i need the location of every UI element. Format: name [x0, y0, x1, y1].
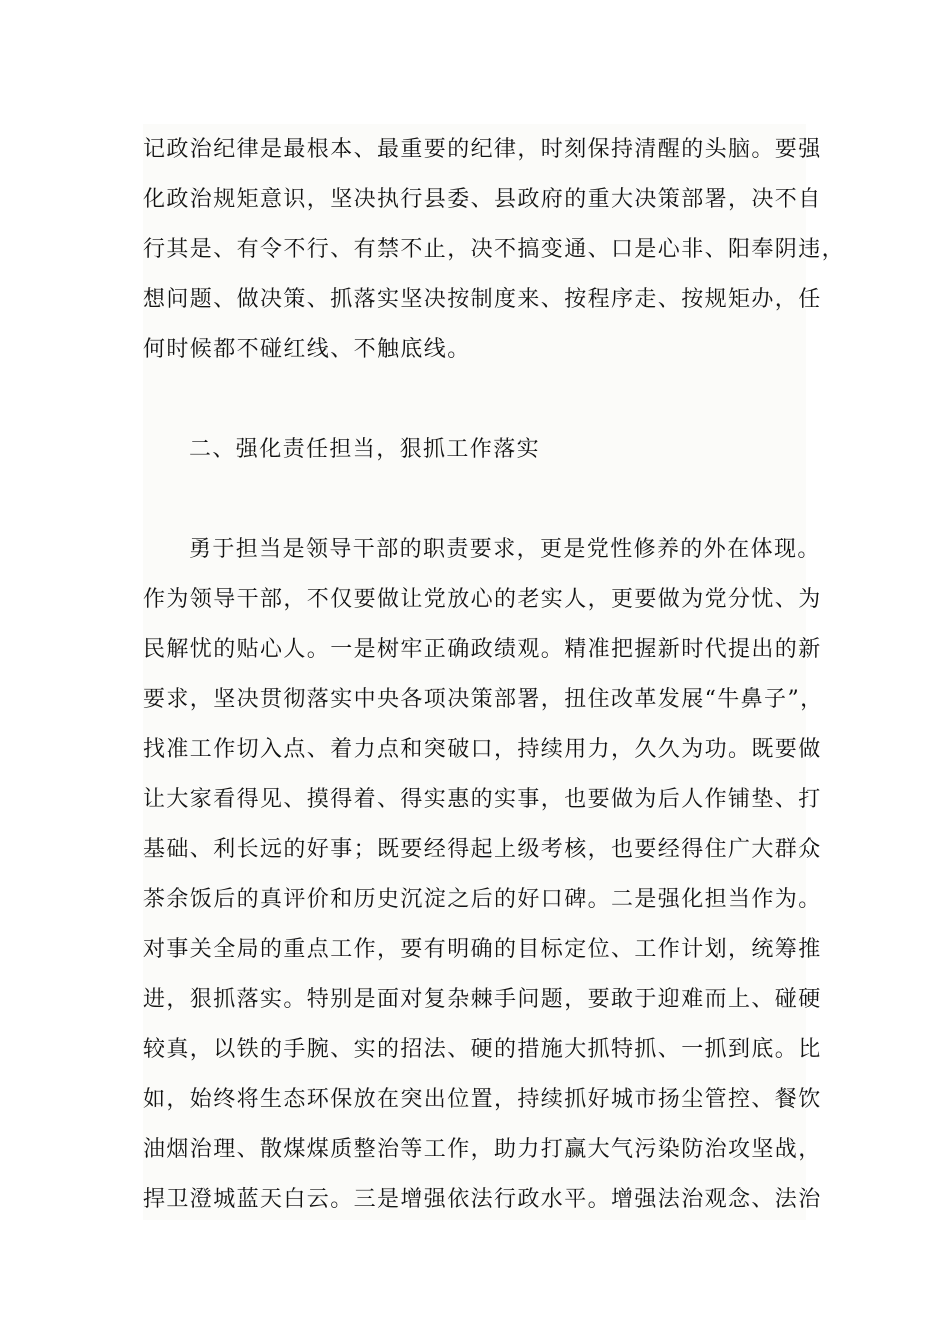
- paragraph-1-line: 记政治纪律是最根本、最重要的纪律，时刻保持清醒的头脑。要强: [143, 137, 822, 162]
- paragraph-2-line: 让大家看得见、摸得着、得实惠的实事，也要做为后人作铺垫、打: [143, 787, 822, 812]
- paragraph-2-line: 油烟治理、散煤煤质整治等工作，助力打赢大气污染防治攻坚战，: [143, 1137, 822, 1162]
- paragraph-2-line: 找准工作切入点、着力点和突破口，持续用力，久久为功。既要做: [143, 737, 822, 762]
- paragraph-2-line: 要求，坚决贯彻落实中央各项决策部署，扭住改革发展“牛鼻子”，: [143, 687, 824, 712]
- paragraph-1-line: 化政治规矩意识，坚决执行县委、县政府的重大决策部署，决不自: [143, 187, 822, 212]
- paragraph-1-line: 何时候都不碰红线、不触底线。: [143, 337, 471, 362]
- paragraph-1-line: 想问题、做决策、抓落实坚决按制度来、按程序走、按规矩办，任: [143, 287, 822, 312]
- paragraph-2-line: 勇于担当是领导干部的职责要求，更是党性修养的外在体现。: [189, 537, 821, 562]
- paragraph-2-line: 茶余饭后的真评价和历史沉淀之后的好口碑。二是强化担当作为。: [143, 887, 822, 912]
- paragraph-2-line: 对事关全局的重点工作，要有明确的目标定位、工作计划，统筹推: [143, 937, 822, 962]
- paragraph-2-line: 作为领导干部，不仅要做让党放心的老实人，更要做为党分忧、为: [143, 587, 822, 612]
- section-heading: 二、强化责任担当，狠抓工作落实: [189, 437, 541, 462]
- paragraph-2-line: 基础、利长远的好事；既要经得起上级考核，也要经得住广大群众: [143, 837, 822, 862]
- paragraph-2-line: 捍卫澄城蓝天白云。三是增强依法行政水平。增强法治观念、法治: [143, 1187, 822, 1212]
- paragraph-1-line: 行其是、有令不行、有禁不止，决不搞变通、口是心非、阳奉阴违，: [143, 237, 846, 262]
- paragraph-2-line: 进，狠抓落实。特别是面对复杂棘手问题，要敢于迎难而上、碰硬: [143, 987, 822, 1012]
- paragraph-2-line: 民解忧的贴心人。一是树牢正确政绩观。精准把握新时代提出的新: [143, 637, 822, 662]
- paragraph-2-line: 如，始终将生态环保放在突出位置，持续抓好城市扬尘管控、餐饮: [143, 1087, 822, 1112]
- paragraph-2-line: 较真，以铁的手腕、实的招法、硬的措施大抓特抓、一抓到底。比: [143, 1037, 822, 1062]
